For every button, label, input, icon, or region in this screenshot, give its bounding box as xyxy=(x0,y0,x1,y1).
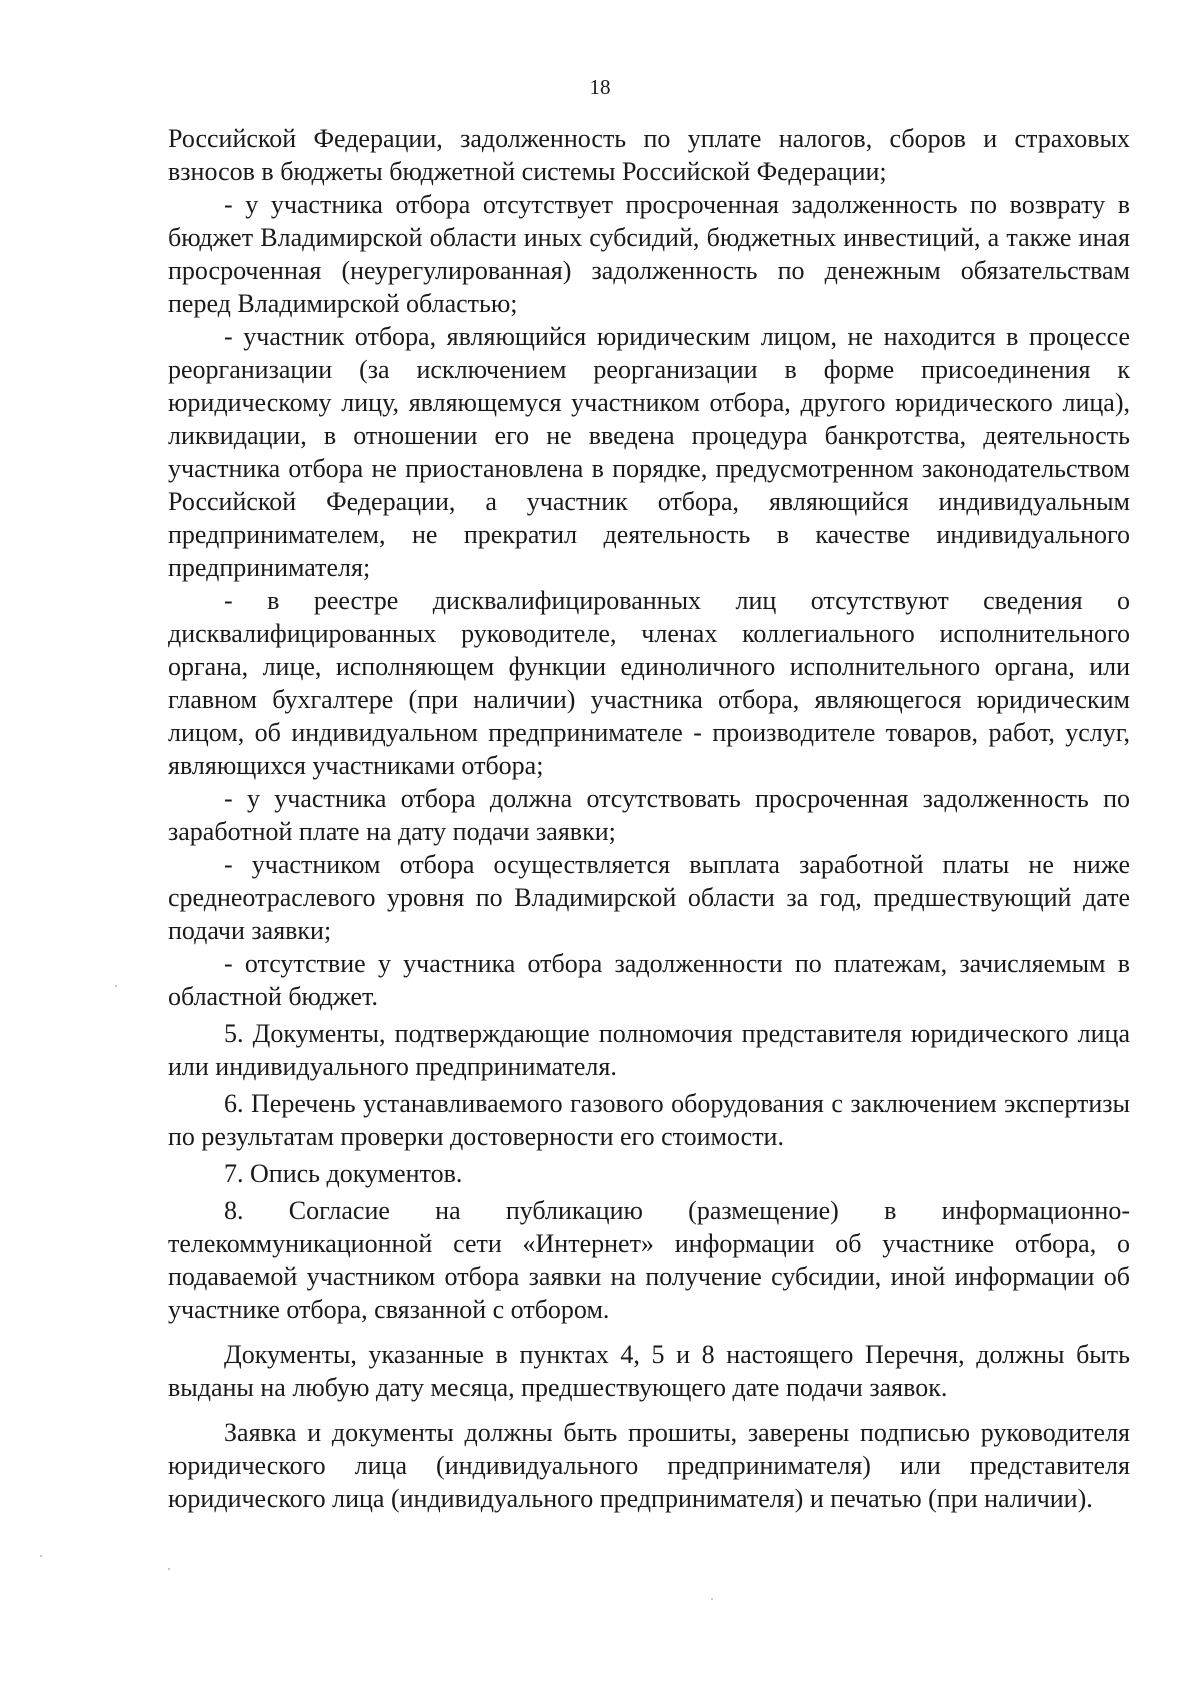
scan-speck xyxy=(711,1598,713,1600)
numbered-item-7: 7. Опись документов. xyxy=(224,1159,463,1188)
paragraph-continuation: Российской Федерации, задолженность по уплате налогов, сборов и страховых взносов в бюджеты бюджетной системы Российской Федерации; xyxy=(168,124,1130,186)
list-item-disqualified-registry: - в реестре дисквалифицированных лиц отсутствуют сведения о дисквалифицированных руководителе, членах коллегиального исполнительного органа, лице, исполняющем функции единоличного исполнительного органа, или главном бухгалтере (при наличии) участника отбора, являющегося юридическим лицом, об индивидуальном предпринимателе - производителе товаров, работ, услуг, являющихся участниками отбора; xyxy=(168,586,1130,780)
list-item-wage-level: - участником отбора осуществляется выплата заработной платы не ниже среднеотраслевого уровня по Владимирской области за год, предшествующий дате подачи заявки; xyxy=(168,850,1130,945)
scan-speck xyxy=(168,1568,170,1570)
numbered-item-8: 8. Согласие на публикацию (размещение) в информационно-телекоммуникационной сети «Интернет» информации об участнике отбора, о подаваемой участником отбора заявки на получение субсидии, иной информации об участнике отбора, связанной с отбором. xyxy=(168,1196,1130,1324)
numbered-item-5: 5. Документы, подтверждающие полномочия представителя юридического лица или индивидуального предпринимателя. xyxy=(168,1019,1130,1081)
list-item-no-overdue-debt: - у участника отбора отсутствует просроченная задолженность по возврату в бюджет Владимирской области иных субсидий, бюджетных инвестиций, а также иная просроченная (неурегулированная) задолженность по денежным обязательствам перед Владимирской областью; xyxy=(168,190,1130,318)
scan-speck xyxy=(40,1555,42,1557)
paragraph-binding-requirements: Заявка и документы должны быть прошиты, заверены подписью руководителя юридического лица (индивидуального предпринимателя) или представителя юридического лица (индивидуального предпринимателя) и печатью (при наличии). xyxy=(168,1418,1130,1513)
list-item-no-wage-arrears: - у участника отбора должна отсутствовать просроченная задолженность по заработной плате на дату подачи заявки; xyxy=(168,784,1130,846)
list-item-regional-budget-debt: - отсутствие у участника отбора задолженности по платежам, зачисляемым в областной бюджет. xyxy=(168,949,1130,1011)
page-number: 18 xyxy=(589,75,611,99)
list-item-no-reorganization: - участник отбора, являющийся юридическим лицом, не находится в процессе реорганизации (за исключением реорганизации в форме присоединения к юридическому лицу, являющемуся участником отбора, другого юридического лица), ликвидации, в отношении его не введена процедура банкротства, деятельность участника отбора не приостановлена в порядке, предусмотренном законодательством Российской Федерации, а участник отбора, являющийся индивидуальным предпринимателем, не прекратил деятельность в качестве индивидуального предпринимателя; xyxy=(168,322,1130,582)
document-body xyxy=(168,122,1130,1515)
numbered-item-6: 6. Перечень устанавливаемого газового оборудования с заключением экспертизы по результатам проверки достоверности его стоимости. xyxy=(168,1089,1130,1151)
paragraph-documents-validity: Документы, указанные в пунктах 4, 5 и 8 настоящего Перечня, должны быть выданы на любую дату месяца, предшествующего дате подачи заявок. xyxy=(168,1340,1130,1402)
scan-speck xyxy=(115,985,117,987)
